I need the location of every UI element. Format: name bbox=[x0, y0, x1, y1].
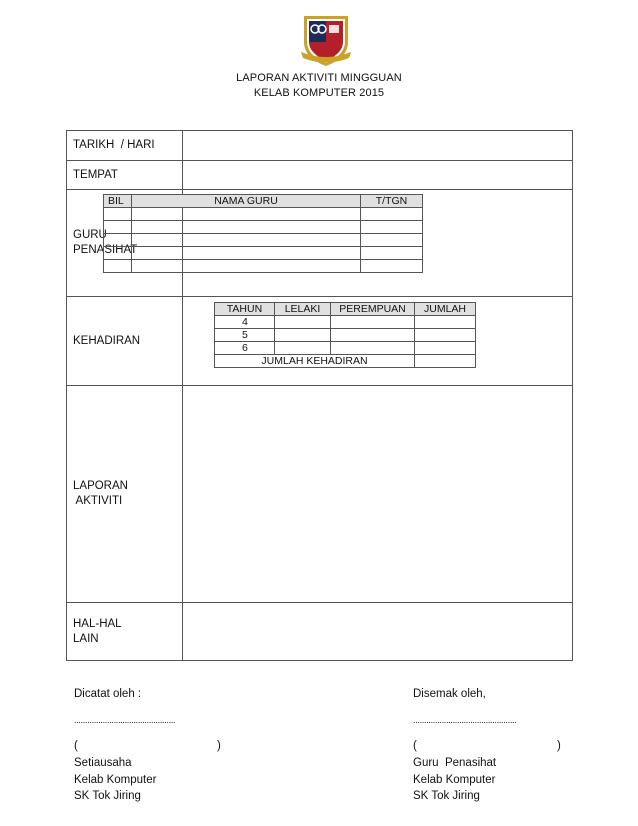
school-left: SK Tok Jiring bbox=[74, 790, 141, 802]
table-row bbox=[104, 260, 423, 273]
table-row bbox=[215, 342, 476, 355]
kehadiran-header-perempuan: PEREMPUAN bbox=[331, 303, 415, 316]
table-row bbox=[215, 329, 476, 342]
kehadiran-table-header bbox=[215, 303, 476, 316]
dicatat-label: Dicatat oleh : bbox=[74, 688, 142, 700]
table-row bbox=[104, 208, 423, 221]
label-tempat: TEMPAT bbox=[73, 168, 118, 181]
report-title: LAPORAN AKTIVITI MINGGUAN bbox=[236, 72, 402, 84]
signature-line-right: ............................................... bbox=[413, 715, 517, 725]
guru-cell[interactable] bbox=[104, 247, 132, 260]
perempuan-cell[interactable] bbox=[331, 329, 415, 342]
total-jumlah-cell[interactable] bbox=[415, 355, 476, 368]
paren-open-left: ( bbox=[74, 740, 78, 752]
guru-cell[interactable] bbox=[132, 234, 361, 247]
signature-right bbox=[413, 686, 573, 806]
guru-cell[interactable] bbox=[361, 208, 423, 221]
lelaki-cell[interactable] bbox=[275, 316, 331, 329]
field-laporan[interactable] bbox=[183, 386, 572, 602]
school-right: SK Tok Jiring bbox=[413, 790, 480, 802]
paren-open-right: ( bbox=[413, 740, 417, 752]
guru-cell[interactable] bbox=[361, 260, 423, 273]
paren-close-right: ) bbox=[557, 740, 561, 752]
year-cell: 4 bbox=[215, 316, 275, 329]
table-row bbox=[215, 316, 476, 329]
form-row-hal-lain bbox=[67, 603, 572, 660]
kehadiran-header-jumlah: JUMLAH bbox=[415, 303, 476, 316]
guru-table-header bbox=[104, 195, 423, 208]
guru-table bbox=[103, 194, 423, 273]
label-tarikh: TARIKH / HARI bbox=[73, 139, 155, 151]
table-row bbox=[104, 234, 423, 247]
field-tempat[interactable] bbox=[183, 161, 572, 189]
lelaki-cell[interactable] bbox=[275, 329, 331, 342]
year-cell: 5 bbox=[215, 329, 275, 342]
label-guru: GURU PENASIHAT bbox=[73, 229, 138, 256]
guru-cell[interactable] bbox=[132, 247, 361, 260]
kehadiran-header-tahun: TAHUN bbox=[215, 303, 275, 316]
guru-cell[interactable] bbox=[132, 208, 361, 221]
jumlah-cell[interactable] bbox=[415, 342, 476, 355]
guru-cell[interactable] bbox=[104, 221, 132, 234]
label-laporan: LAPORAN AKTIVITI bbox=[73, 480, 128, 507]
table-row bbox=[215, 355, 476, 368]
role-right: Guru Penasihat bbox=[413, 757, 497, 769]
guru-header-nama: NAMA GURU bbox=[132, 195, 361, 208]
label-kehadiran: KEHADIRAN bbox=[73, 334, 141, 347]
form-row-laporan bbox=[67, 386, 572, 603]
school-crest-logo bbox=[296, 12, 356, 68]
total-label: JUMLAH KEHADIRAN bbox=[215, 355, 415, 368]
perempuan-cell[interactable] bbox=[331, 342, 415, 355]
report-form bbox=[66, 130, 573, 661]
guru-cell[interactable] bbox=[132, 221, 361, 234]
lelaki-cell[interactable] bbox=[275, 342, 331, 355]
kehadiran-header-lelaki: LELAKI bbox=[275, 303, 331, 316]
table-row bbox=[104, 247, 423, 260]
signature-line-left: .............................................. bbox=[74, 715, 176, 725]
disemak-label: Disemak oleh, bbox=[413, 688, 486, 700]
kehadiran-table bbox=[214, 302, 476, 368]
club-left: Kelab Komputer bbox=[74, 774, 157, 786]
guru-cell[interactable] bbox=[104, 260, 132, 273]
role-left: Setiausaha bbox=[74, 757, 132, 769]
club-right: Kelab Komputer bbox=[413, 774, 496, 786]
year-cell: 6 bbox=[215, 342, 275, 355]
paren-close-left: ) bbox=[217, 740, 221, 752]
guru-header-ttgn: T/TGN bbox=[361, 195, 423, 208]
guru-cell[interactable] bbox=[104, 208, 132, 221]
guru-cell[interactable] bbox=[132, 260, 361, 273]
field-hal-lain[interactable] bbox=[183, 603, 572, 660]
guru-cell[interactable] bbox=[104, 234, 132, 247]
jumlah-cell[interactable] bbox=[415, 316, 476, 329]
signature-left bbox=[74, 686, 254, 806]
guru-cell[interactable] bbox=[361, 247, 423, 260]
jumlah-cell[interactable] bbox=[415, 329, 476, 342]
form-row-tarikh bbox=[67, 131, 572, 161]
form-row-tempat bbox=[67, 161, 572, 190]
perempuan-cell[interactable] bbox=[331, 316, 415, 329]
field-tarikh[interactable] bbox=[183, 131, 572, 160]
table-row bbox=[104, 221, 423, 234]
guru-cell[interactable] bbox=[361, 234, 423, 247]
guru-cell[interactable] bbox=[361, 221, 423, 234]
guru-header-bil: BIL bbox=[104, 195, 132, 208]
label-hal-lain: HAL-HAL LAIN bbox=[73, 617, 122, 645]
report-subtitle: KELAB KOMPUTER 2015 bbox=[253, 87, 385, 99]
